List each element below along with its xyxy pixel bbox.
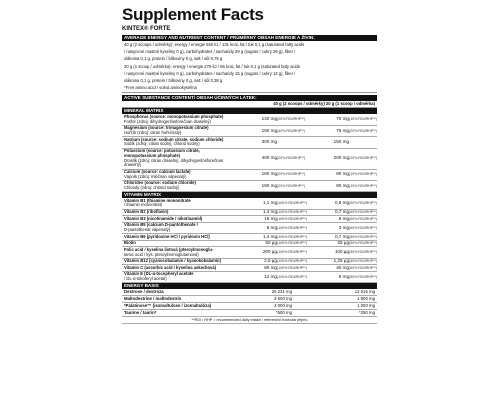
rdi-1-scoop: (50% RDI/RHP**) <box>349 259 378 264</box>
serving2-line3: vláknina 0,1 g, protein / bílkoviny 0 g, salt / sůl 0,38 g <box>124 78 223 84</box>
amount-1-scoop: 80 mg <box>336 182 349 188</box>
amount-1-scoop: 75 mg <box>336 127 349 133</box>
amount-1-scoop: 0,7 mg <box>334 233 349 239</box>
rdi-1-scoop: (50% RDI/RHP**) <box>349 241 378 246</box>
table-row <box>122 198 377 209</box>
amount-2-scoops-cell <box>234 259 306 264</box>
nutrient-name <box>122 210 234 216</box>
amount-1-scoop: 100 µg <box>334 249 349 255</box>
amount-1-scoop-cell <box>306 259 377 264</box>
rdi-1-scoop: (20% RDI/RHP**) <box>349 128 378 133</box>
rdi-1-scoop: (10% RDI/RHP**) <box>349 156 378 161</box>
energy-section-header: ENERGY BASIS <box>122 283 377 289</box>
amount-1-scoop: 40 mg <box>336 264 349 270</box>
rdi-2-scoops: (100% RDI/RHP**) <box>277 234 308 239</box>
rdi-2-scoops: (20% RDI/RHP**) <box>277 117 306 122</box>
rdi-2-scoops: (100% RDI/RHP**) <box>277 274 308 279</box>
rdi-2-scoops: (100% RDI/RHP**) <box>277 225 308 230</box>
amount-2-scoops-cell <box>234 129 306 134</box>
average-content-bar: AVERAGE ENERGY AND NUTRIENT CONTENT / PRŮMĚRNÝ OBSAH ENERGIE A ŽIVIN: <box>122 35 377 41</box>
amount-2-scoops-cell <box>234 241 306 246</box>
amount-1-scoop: 1,25 µg <box>333 258 349 264</box>
rdi-2-scoops: (100% RDI/RHP**) <box>277 259 308 264</box>
rdi-1-scoop: (50% RDI/RHP**) <box>349 234 378 239</box>
rdi-1-scoop: (10% RDI/RHP**) <box>349 117 378 122</box>
nutrient-name-line1: Potassium (source: potassium citrate, monopotassium phosphate) <box>124 147 200 158</box>
amount-1-scoop: 0,6 mg <box>334 200 349 206</box>
amount-2-scoops-cell <box>234 156 306 161</box>
amount-1-scoop: 70 mg <box>336 116 349 122</box>
brand-name: KINTEX® FORTE <box>122 26 171 32</box>
rdi-1-scoop: (50% RDI/RHP**) <box>349 225 378 230</box>
nutrient-name <box>122 181 234 191</box>
amount-1-scoop-cell <box>306 217 377 222</box>
rdi-2-scoops: (100% RDI/RHP**) <box>277 265 308 270</box>
amount-2-scoops: 12 mg <box>264 273 277 279</box>
amount-2-scoops: 6 mg <box>266 224 277 230</box>
amount-1-scoop: 1 800 mg <box>357 296 375 302</box>
nutrient-name <box>122 272 234 282</box>
nutrient-name-line2: tamic acid / kys. pteroylmonoglutamová) <box>124 251 199 257</box>
rdi-1-scoop: (50% RDI/RHP**) <box>349 274 378 279</box>
nutrient-name <box>122 234 234 240</box>
serving1-line1: 40 g (2 scoops / odměrky): energy / energie 550 kJ / 131 kcal, fat / tuk 0,1 g (saturated fatty acids <box>124 42 305 47</box>
nutrient-name-line1: Magnesium (source: trimagnesium citrate) <box>124 125 209 131</box>
rdi-1-scoop: (50% RDI/RHP**) <box>349 265 378 270</box>
amount-1-scoop-cell <box>306 210 377 215</box>
serving1-line3: vláknina 0,1 g, protein / bílkoviny 0 g, salt / sůl 0,75 g <box>124 56 223 62</box>
rdi-1-scoop: (50% RDI/RHP**) <box>349 210 378 215</box>
nutrient-name-line2: / DL-α-tokoferyl acetát) <box>124 276 167 282</box>
amount-1-scoop-cell <box>306 117 377 122</box>
rdi-2-scoops: (100% RDI/RHP**) <box>277 210 308 215</box>
amount-1-scoop-cell <box>306 226 377 231</box>
nutrient-name <box>122 198 234 208</box>
rdi-2-scoops: (100% RDI/RHP**) <box>277 241 308 246</box>
amount-1-scoop-cell <box>306 172 377 177</box>
amount-2-scoops: 1,4 mg <box>262 233 277 239</box>
amount-1-scoop: 12 616 mg <box>354 289 375 295</box>
nutrient-name-line1: Biotin <box>124 240 136 246</box>
amount-2-scoops: 160 mg <box>261 182 277 188</box>
table-row <box>122 170 377 181</box>
amount-2-scoops: 200 µg <box>262 249 277 255</box>
nutrient-name <box>122 137 234 147</box>
table-row <box>122 181 377 192</box>
rdi-1-scoop <box>349 140 375 145</box>
amount-2-scoops: 50 µg <box>265 240 277 246</box>
mineral-section-header: MINERAL MATRIX <box>122 108 377 114</box>
table-row <box>122 289 377 296</box>
amount-2-scoops: 1,1 mg <box>262 200 277 206</box>
table-row <box>122 247 377 258</box>
energy-ingredient-name: Taurine / taurin* <box>124 310 157 316</box>
nutrient-name-line2: Draslík (zdroj: citran draselný, dihydrogenfosforečnan draselný) <box>124 157 224 168</box>
nutrient-name <box>122 259 234 265</box>
amount-2-scoops: 80 mg <box>264 264 277 270</box>
nutrient-name <box>122 114 234 124</box>
table-row <box>122 114 377 125</box>
nutrient-name-line1: Natrium (source: sodium citrate, sodium chloride) <box>124 136 224 142</box>
amount-2-scoops-cell <box>234 266 306 271</box>
amount-1-scoop-cell <box>306 241 377 246</box>
rdi-2-scoops: (20% RDI/RHP**) <box>277 183 306 188</box>
amount-2-scoops: 2 000 mg <box>274 303 292 309</box>
nutrient-name-line1: Calcium (source: calcium lactate) <box>124 168 191 174</box>
nutrient-name-line1: Vitamin C (ascorbic acid / kyselina askorbová) <box>124 264 217 270</box>
nutrient-name-line2: / thiamin mononitrát) <box>124 202 163 208</box>
amount-1-scoop-cell <box>306 201 377 206</box>
amount-2-scoops-cell <box>234 201 306 206</box>
amount-2-scoops: 25 231 mg <box>271 289 292 295</box>
table-row <box>122 149 377 170</box>
nutrient-name <box>122 170 234 180</box>
amount-2-scoops-cell <box>234 210 306 215</box>
amount-2-scoops: 140 mg <box>261 116 277 122</box>
amount-2-scoops: 160 mg <box>261 171 277 177</box>
nutrient-name-line1: Phosphorus (source: monopotassium phosphate) <box>124 113 224 119</box>
rdi-2-scoops: (100% RDI/RHP**) <box>277 250 308 255</box>
supplement-facts-panel <box>122 6 377 324</box>
amount-1-scoop: 200 mg <box>333 155 349 161</box>
table-row <box>122 272 377 283</box>
amount-2-scoops-cell <box>234 117 306 122</box>
table-row <box>122 137 377 148</box>
nutrient-name-line1: Vitamin B2 (riboflavin) <box>124 209 169 215</box>
amount-1-scoop: 8 mg <box>338 215 349 221</box>
amount-2-scoops-cell <box>234 172 306 177</box>
amount-2-scoops-cell <box>234 217 306 222</box>
amount-1-scoop-cell <box>306 235 377 240</box>
table-row <box>122 310 377 317</box>
rdi-footnote: **RDI / RHP = recommended daily intake / referenční hodnota příjmu <box>122 317 377 324</box>
nutrient-name-line1: Folic acid / kyselina listová (pteroylmonoglu- <box>124 246 214 252</box>
nutrient-name-line2: D-pantothenát vápenatý) <box>124 226 171 232</box>
energy-list <box>122 289 377 317</box>
amount-2-scoops-cell <box>234 250 306 255</box>
nutrient-name-line2: Chloridy (zdroj: chlorid sodný) <box>124 185 180 191</box>
nutrient-name-line2: Fosfor (zdroj: dihydrogenfosforečnan draselný) <box>124 118 211 124</box>
rdi-2-scoops: (100% RDI/RHP**) <box>277 201 308 206</box>
nutrient-name <box>122 126 234 136</box>
amount-2-scoops: *500 mg <box>275 310 292 316</box>
rdi-1-scoop: (50% RDI/RHP**) <box>349 250 378 255</box>
nutrient-name-line1: Vitamin B1 (thiamine mononitrate <box>124 197 191 203</box>
serving-info <box>122 41 377 93</box>
column-header: 40 g (2 scoops / odměrky) 20 g (1 scoop / odměrka) <box>122 101 377 108</box>
serving2-line2: / nasycené mastné kyseliny 0 g), carbohydrates / sacharidy 15 g (sugars / cukry 13 g), fiber / <box>124 70 296 76</box>
amount-1-scoop: 6 mg <box>338 273 349 279</box>
nutrient-name <box>122 265 234 271</box>
nutrient-name-line1: Vitamin E (DL-α-tocopheryl acetate <box>124 271 194 277</box>
table-row <box>122 223 377 234</box>
amount-1-scoop-cell <box>306 156 377 161</box>
amount-2-scoops-cell <box>234 235 306 240</box>
page-title: Supplement Facts <box>122 5 264 24</box>
nutrient-name-line1: Vitamin B12 (cyanocobalamin / kyanokobalamin) <box>124 258 221 264</box>
rdi-2-scoops: (100% RDI/RHP**) <box>277 216 308 221</box>
amount-1-scoop: 0,7 mg <box>334 209 349 215</box>
nutrient-name-line1: Vitamin B5 (calcium D-pantothenate / <box>124 222 198 228</box>
amount-2-scoops: 1,4 mg <box>262 209 277 215</box>
nutrient-name <box>122 241 234 247</box>
table-row <box>122 296 377 303</box>
vitamin-list <box>122 198 377 283</box>
mineral-list <box>122 114 377 192</box>
amount-2-scoops-cell <box>234 184 306 189</box>
amount-1-scoop: 80 mg <box>336 171 349 177</box>
nutrient-name <box>122 223 234 233</box>
amount-1-scoop: 1 000 mg <box>357 303 375 309</box>
amount-1-scoop: 150 mg <box>333 138 349 144</box>
amount-1-scoop: *250 mg <box>358 310 375 316</box>
nutrient-name-line2: Hořčík (zdroj: citrán hořečnatý) <box>124 129 182 135</box>
nutrient-name-line2: Sodík (zdroj: citran sodný, chlorid sodný) <box>124 141 200 147</box>
rdi-2-scoops: (40% RDI/RHP**) <box>277 128 306 133</box>
amount-2-scoops: 300 mg <box>261 138 277 144</box>
rdi-1-scoop: (10% RDI/RHP**) <box>349 183 378 188</box>
energy-ingredient-name: Dextrose / dextróza <box>124 289 164 295</box>
rdi-1-scoop: (50% RDI/RHP**) <box>349 216 378 221</box>
rdi-2-scoops: (20% RDI/RHP**) <box>277 172 306 177</box>
nutrient-name-line1: Vitamin B3 (nicotinamide / nikotinamid) <box>124 215 203 221</box>
energy-ingredient-name: Maltodextrine / maltodextrin <box>124 296 182 302</box>
rdi-1-scoop: (10% RDI/RHP**) <box>349 172 378 177</box>
energy-ingredient-name: *Palatinose™ (isomaltulose / izomaltulóza) <box>124 303 212 309</box>
amount-1-scoop-cell <box>306 129 377 134</box>
amount-1-scoop-cell <box>306 184 377 189</box>
nutrient-name-line2: Vápník (zdroj: mléčnan vápenatý) <box>124 173 187 179</box>
table-row <box>122 126 377 137</box>
rdi-2-scoops <box>277 140 303 145</box>
free-amino-note: *Free amino acid / volná aminokyselina <box>124 85 197 91</box>
amount-2-scoops: 400 mg <box>261 155 277 161</box>
amount-2-scoops: 3 600 mg <box>274 296 292 302</box>
nutrient-name-line1: Vitamin B6 (pyridoxine HCl / pyridoxin HCl) <box>124 233 210 239</box>
nutrient-name <box>122 216 234 222</box>
table-row <box>122 303 377 310</box>
amount-1-scoop-cell <box>306 250 377 255</box>
amount-2-scoops: 16 mg <box>264 215 277 221</box>
active-substance-bar: ACTIVE SUBSTANCE CONTENT/ OBSAH ÚČINNÝCH LÁTEK: <box>122 95 377 101</box>
serving2-line1: 20 g (1 scoop / odměrka): energy / energie 275 kJ / 66 kcal, fat / tuk 0,1 g (saturated fatty acids <box>124 63 300 69</box>
amount-1-scoop-cell <box>306 275 377 280</box>
amount-2-scoops-cell <box>234 226 306 231</box>
amount-1-scoop: 25 µg <box>337 240 349 246</box>
amount-1-scoop: 3 mg <box>338 224 349 230</box>
amount-2-scoops-cell <box>234 275 306 280</box>
serving1-line2: / nasycené mastné kyseliny 0 g), carbohydrates / sacharidy 29 g (sugars / cukry 29 g), fiber / <box>124 49 296 55</box>
nutrient-name-line1: Chlorides (source: sodium chloride) <box>124 180 196 186</box>
amount-1-scoop-cell <box>306 140 377 145</box>
amount-1-scoop-cell <box>306 266 377 271</box>
nutrient-name <box>122 149 234 169</box>
rdi-1-scoop: (50% RDI/RHP**) <box>349 201 378 206</box>
amount-2-scoops-cell <box>234 140 306 145</box>
nutrient-name <box>122 247 234 257</box>
vitamin-section-header: VITAMIN MATRIX <box>122 192 377 198</box>
amount-2-scoops: 2,5 µg <box>264 258 277 264</box>
rdi-2-scoops: (20% RDI/RHP**) <box>277 156 306 161</box>
amount-2-scoops: 150 mg <box>261 127 277 133</box>
